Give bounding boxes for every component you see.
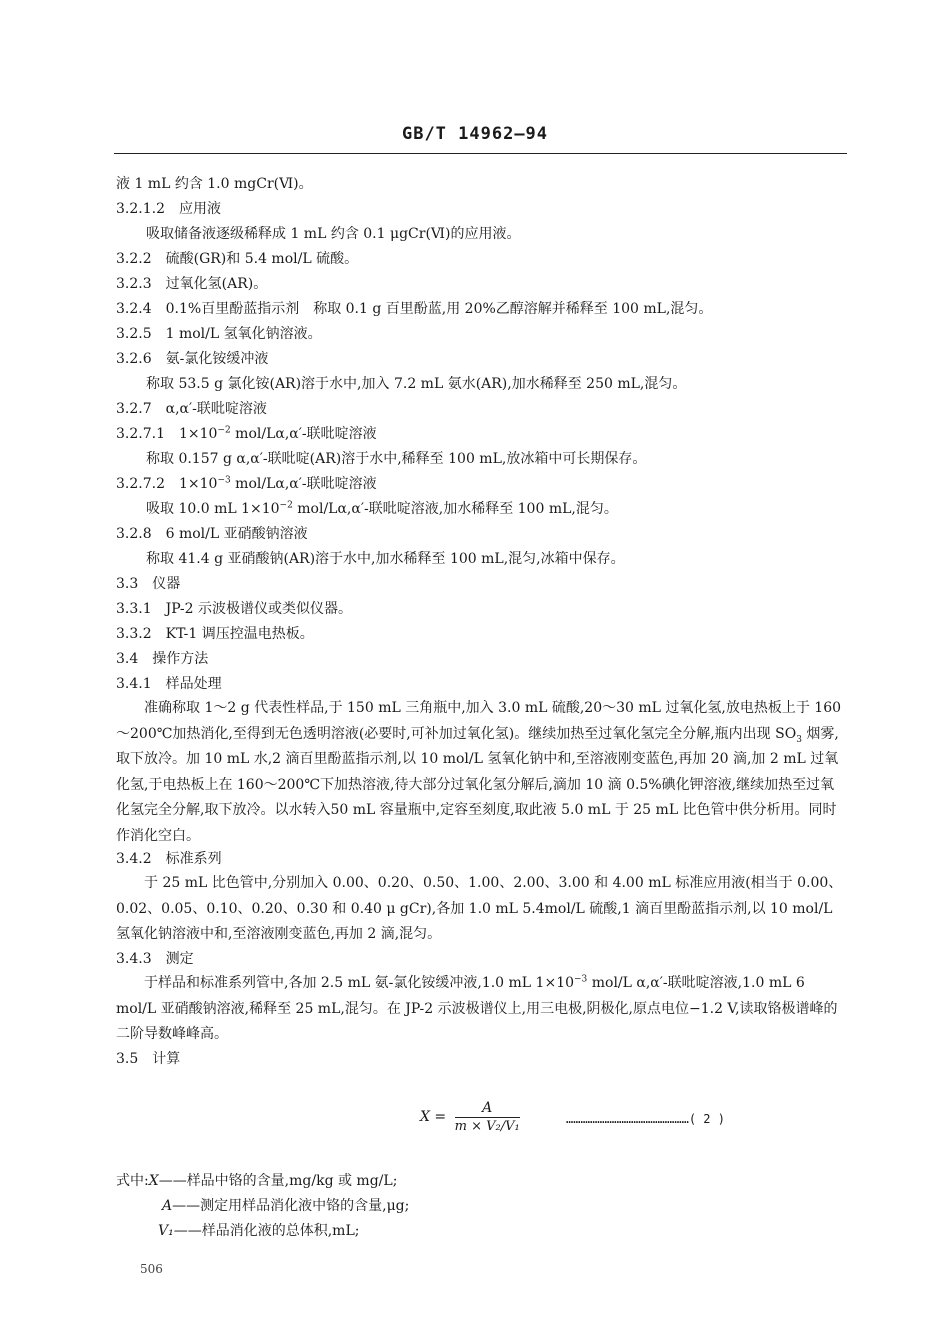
section-heading: 3.4.3 测定 <box>116 951 194 967</box>
section-heading <box>116 424 377 444</box>
text-line: 称取 53.5 g 氯化铵(AR)溶于水中,加入 7.2 mL 氨水(AR),加水稀释至 250 mL,混匀。 <box>146 376 687 392</box>
text-run: mol/L α,α′-联吡啶溶液,1.0 mL 6 mol/L 亚硝酸钠溶液,稀释至 25 mL,混匀。在 JP-2 示波极谱仪上,用三电极,阴极化,原点电位−1.2 V,读取铬极谱峰的二阶导数峰峰高。 <box>116 975 838 1042</box>
text-run: 3.2.7.1 1×10 <box>116 426 218 442</box>
formula-numerator: A <box>455 1100 520 1118</box>
superscript: −2 <box>279 500 293 511</box>
standard-header: GB/T 14962—94 <box>401 124 549 144</box>
variable-desc: 样品中铬的含量,mg/kg 或 mg/L; <box>186 1173 398 1189</box>
variable-dash: —— <box>158 1173 187 1189</box>
text-line <box>146 499 618 519</box>
section-heading <box>116 474 377 494</box>
where-line <box>162 1195 409 1215</box>
text-line: 称取 0.157 g α,α′-联吡啶(AR)溶于水中,稀释至 100 mL,放冰箱中可长期保存。 <box>146 451 647 467</box>
text-run: 3.2.7.2 1×10 <box>116 476 218 492</box>
formula-denominator: m × V₂/V₁ <box>454 1119 520 1134</box>
section-heading: 3.4.2 标准系列 <box>116 851 222 867</box>
section-heading: 3.3.2 KT-1 调压控温电热板。 <box>116 626 314 642</box>
text-line: 吸取储备液逐级稀释成 1 mL 约含 0.1 μgCr(Ⅵ)的应用液。 <box>146 226 521 242</box>
section-heading: 3.2.7 α,α′-联吡啶溶液 <box>116 401 267 417</box>
section-heading: 3.5 计算 <box>116 1051 181 1067</box>
text-run: mol/Lα,α′-联吡啶溶液,加水稀释至 100 mL,混匀。 <box>292 501 618 517</box>
paragraph-standard-series: 于 25 mL 比色管中,分别加入 0.00、0.20、0.50、1.00、2.00、3.00 和 4.00 mL 标准应用液(相当于 0.00、0.02、0.05、0.10、0.20、0.30 和 0.40 μ gCr),各加 1.0 mL 5.4mol/L 硫酸,1 滴百里酚蓝指示剂,以 10 mol/L 氢氧化钠溶液中和,至溶液刚变蓝色,再加 2 滴,混匀。 <box>116 875 843 942</box>
formula-2 <box>420 1100 520 1146</box>
section-heading: 3.2.8 6 mol/L 亚硝酸钠溶液 <box>116 526 308 542</box>
text-run: mol/Lα,α′-联吡啶溶液 <box>230 426 377 442</box>
section-heading: 3.2.4 0.1%百里酚蓝指示剂 称取 0.1 g 百里酚蓝,用 20%乙醇溶解并稀释至 100 mL,混匀。 <box>116 301 713 317</box>
equation-number: ( 2 ) <box>688 1112 725 1126</box>
text-line: 称取 41.4 g 亚硝酸钠(AR)溶于水中,加水稀释至 100 mL,混匀,冰箱中保存。 <box>146 551 625 567</box>
variable-dash: —— <box>172 1198 201 1214</box>
text-line: 液 1 mL 约含 1.0 mgCr(Ⅵ)。 <box>116 176 313 192</box>
section-heading: 3.2.1.2 应用液 <box>116 201 221 217</box>
variable-desc: 测定用样品消化液中铬的含量,μg; <box>200 1198 410 1214</box>
text-run: 准确称取 1～2 g 代表性样品,于 150 mL 三角瓶中,加入 3.0 mL 硫酸,20～30 mL 过氧化氢,放电热板上于 160～200℃加热消化,至得到无色透明溶液(必要时,可补加过氧化氢)。继续加热至过氧化氢完全分解,瓶内出现 SO <box>116 700 842 742</box>
text-run: 烟雾,取下放冷。加 10 mL 水,2 滴百里酚蓝指示剂,以 10 mol/L 氢氧化钠中和,至溶液刚变蓝色,再加 20 滴,加 2 mL 过氧化氢,于电热板上在 160～200℃下加热溶液,待大部分过氧化氢分解后,滴加 10 滴 0.5%碘化钾溶液,继续加热至过氧化氢完全分解,取下放冷。以水转入50 mL 容量瓶中,定容至刻度,取此液 5.0 mL 于 25 mL 比色管中供分析用。同时作消化空白。 <box>116 725 839 844</box>
where-line <box>158 1220 359 1240</box>
variable-desc: 样品消化液的总体积,mL; <box>201 1223 360 1239</box>
text-run: mol/Lα,α′-联吡啶溶液 <box>230 476 377 492</box>
page-number: 506 <box>140 1262 163 1276</box>
header-rule <box>114 153 847 154</box>
section-heading: 3.2.6 氨-氯化铵缓冲液 <box>116 351 269 367</box>
section-heading: 3.4.1 样品处理 <box>116 676 222 692</box>
text-run: 吸取 10.0 mL 1×10 <box>146 501 280 517</box>
section-heading: 3.2.5 1 mol/L 氢氧化钠溶液。 <box>116 326 322 342</box>
section-heading: 3.3.1 JP-2 示波极谱仪或类似仪器。 <box>116 601 352 617</box>
superscript: −3 <box>217 475 231 486</box>
variable-symbol: X <box>148 1173 159 1189</box>
leader-dots: …………………………………………… <box>566 1112 689 1126</box>
section-heading: 3.3 仪器 <box>116 576 181 592</box>
paragraph-sample-treatment <box>116 696 847 849</box>
section-heading: 3.4 操作方法 <box>116 651 209 667</box>
text-run: 于样品和标准系列管中,各加 2.5 mL 氨-氯化铵缓冲液,1.0 mL 1×10 <box>144 975 575 991</box>
formula-fraction <box>455 1100 520 1134</box>
variable-symbol: V₁ <box>158 1223 174 1239</box>
where-line <box>116 1170 397 1190</box>
formula-leader <box>566 1112 725 1126</box>
subscript: 3 <box>796 734 802 745</box>
section-heading: 3.2.3 过氧化氢(AR)。 <box>116 276 268 292</box>
section-heading: 3.2.2 硫酸(GR)和 5.4 mol/L 硫酸。 <box>116 251 359 267</box>
variable-symbol: A <box>162 1198 173 1214</box>
paragraph-determination <box>116 971 847 1048</box>
variable-dash: —— <box>173 1223 202 1239</box>
where-intro: 式中: <box>116 1173 149 1189</box>
superscript: −2 <box>217 425 231 436</box>
superscript: −3 <box>574 974 588 985</box>
formula-lhs: X = <box>420 1109 447 1125</box>
